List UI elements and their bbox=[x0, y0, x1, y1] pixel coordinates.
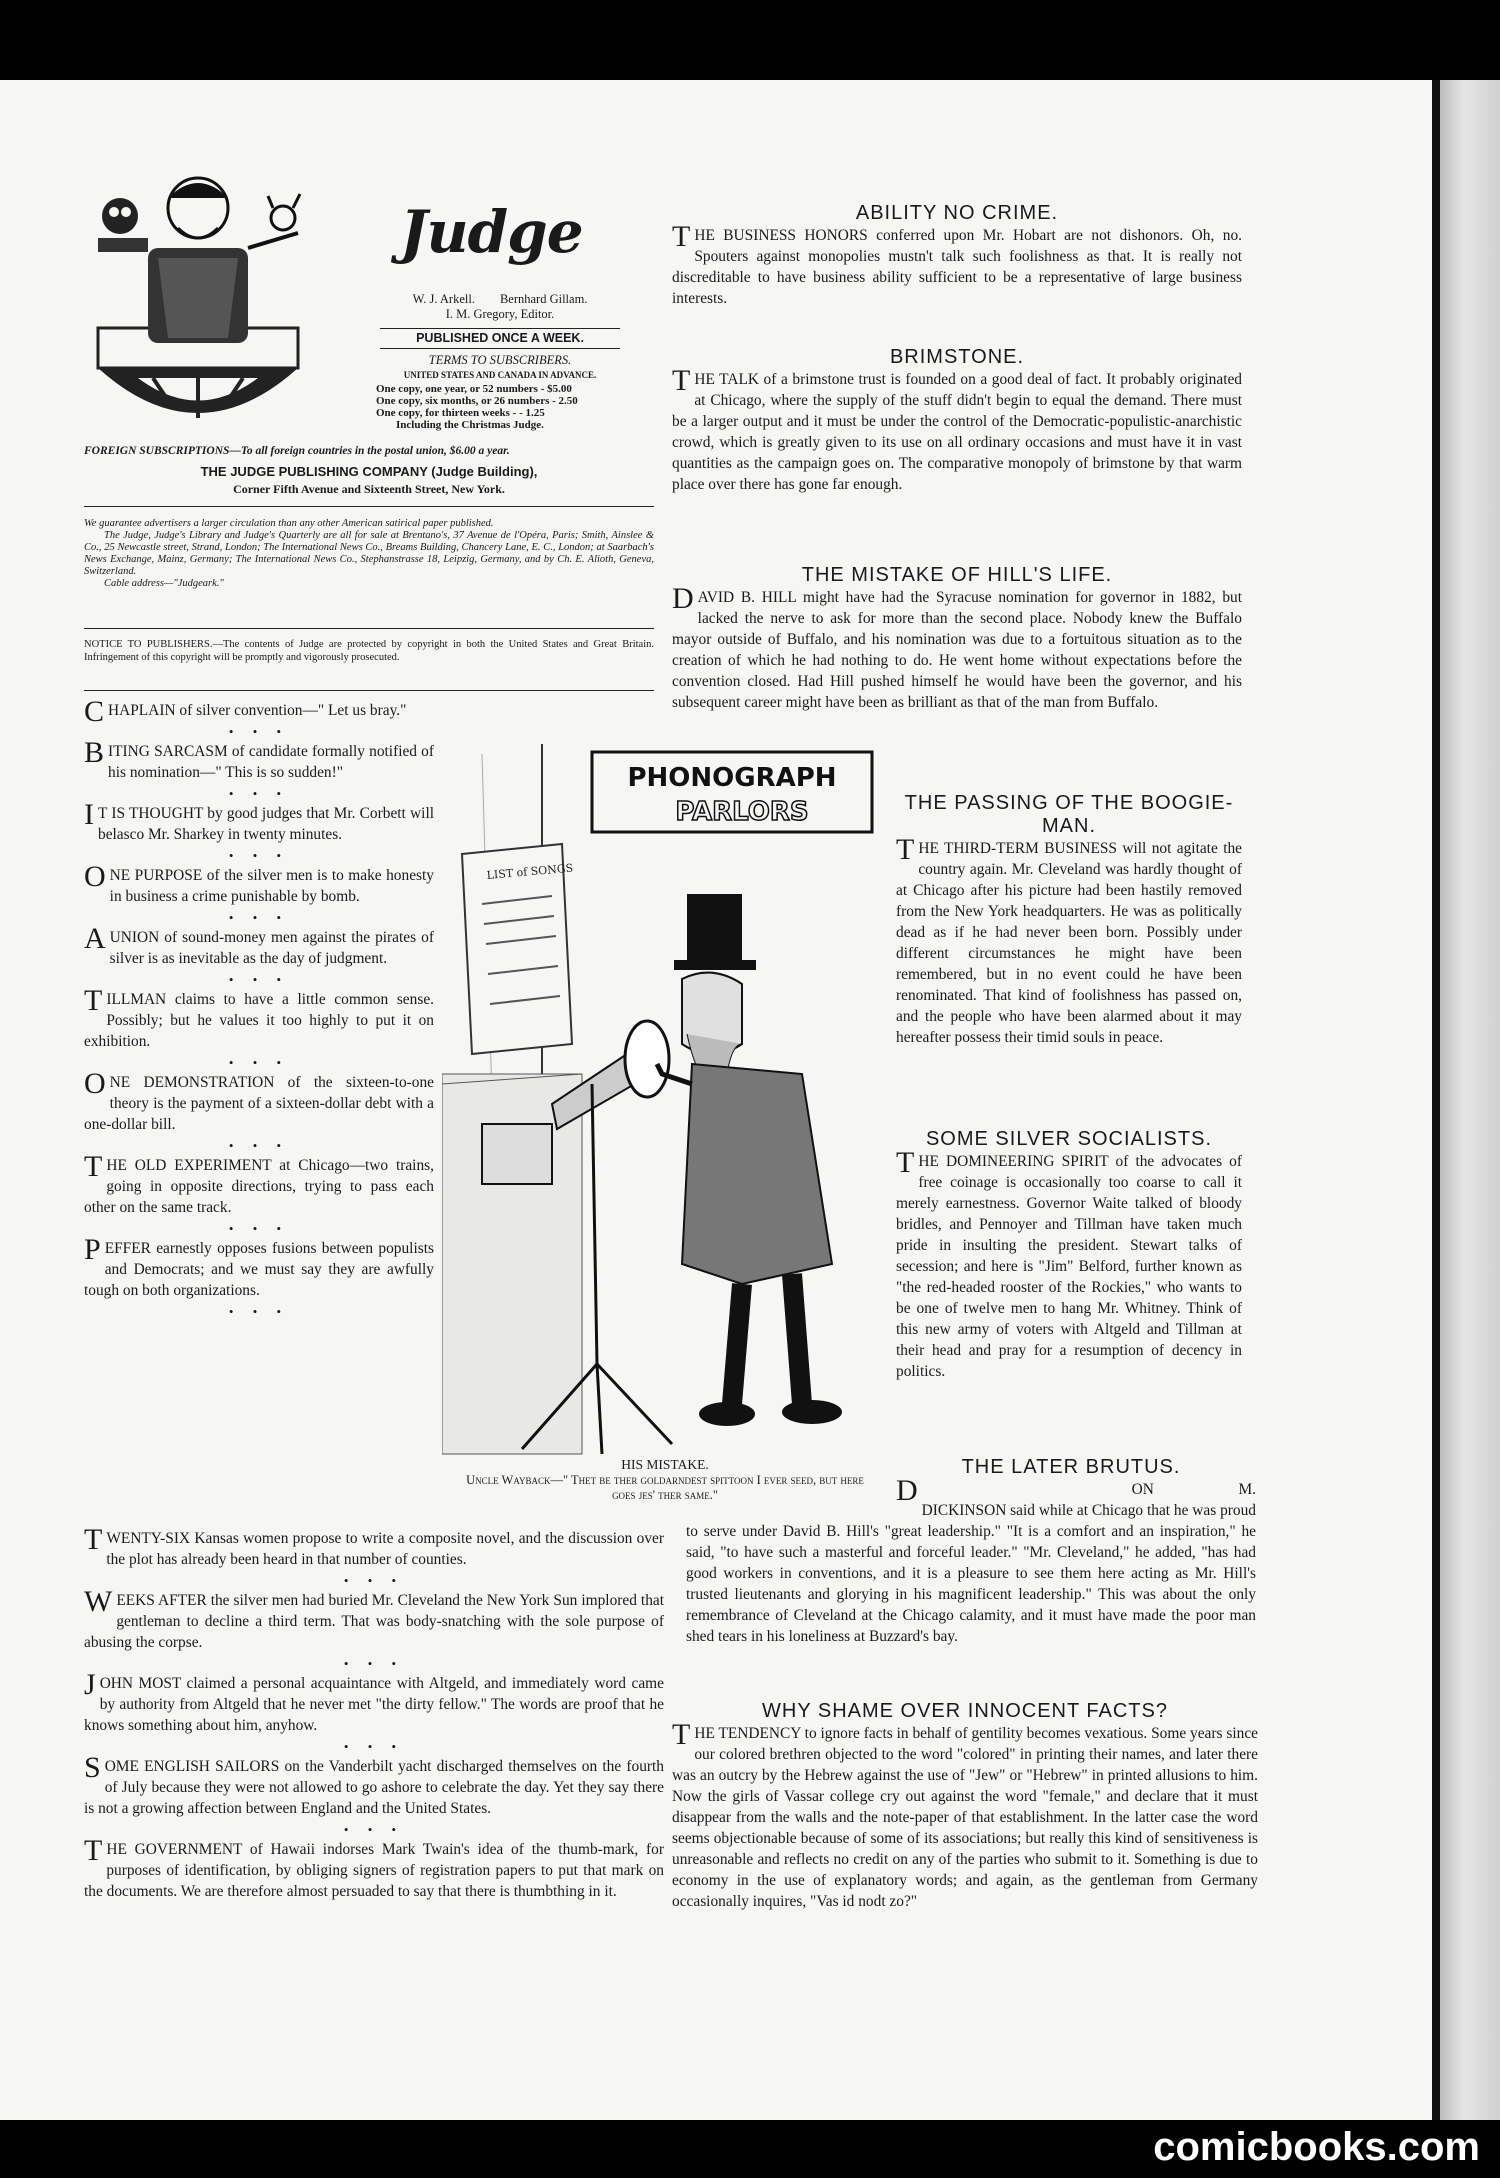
article-why-shame-over-innocent-facts bbox=[672, 1700, 1258, 1912]
squib-text: T IS THOUGHT by good judges that Mr. Corbett will belasco Mr. Sharkey in twenty minutes. bbox=[98, 805, 434, 843]
separator-dots: • • • bbox=[228, 1304, 290, 1319]
article-text: ON M. DICKINSON said while at Chicago that he was proud to serve under David B. Hill's "great leadership." "It is a comfort and an inspiration," he said, "to have such a masterful and forceful leader." "Mr. Cleveland," he added, "has had good workers in conventions, and it is a pleasure to see them here acting as Mr. Hill's trusted lieutenants and glorying in his magnificent leadership." This was about the only remembrance of Cleveland at the Chicago calamity, and it must have made the poor man shed tears in his loneliness at Buzzard's bay. bbox=[686, 1481, 1256, 1645]
separator-dots: • • • bbox=[228, 910, 290, 925]
drop-cap: D bbox=[672, 582, 694, 615]
squib-text: EFFER earnestly opposes fusions between populists and Democrats; and we must say they are awfully tough on both organizations. bbox=[84, 1240, 434, 1299]
squib-text: ILLMAN claims to have a little common sense. Possibly; but he values it too highly to put it on exhibition. bbox=[84, 991, 434, 1050]
list-of-songs-title: LIST of SONGS bbox=[486, 861, 574, 882]
notice-to-publishers: NOTICE TO PUBLISHERS.—The contents of Judge are protected by copyright in both the United States and Great Britain. Infringement of this copyright will be promptly and vigorously prosecuted. bbox=[84, 639, 654, 663]
article-body bbox=[896, 1146, 1242, 1382]
cable-address: Cable address—"Judgeark." bbox=[104, 578, 224, 589]
article-title: SOME SILVER SOCIALISTS. bbox=[925, 1128, 1213, 1150]
article-ability-no-crime bbox=[672, 202, 1242, 309]
squib-text: HAPLAIN of silver convention—" Let us bray." bbox=[108, 702, 407, 719]
squib-paragraph bbox=[84, 1067, 434, 1135]
rate-christmas-note: Including the Christmas Judge. bbox=[396, 419, 544, 431]
published-once-a-week: PUBLISHED ONCE A WEEK. bbox=[416, 331, 584, 345]
drop-cap: D bbox=[896, 1474, 918, 1507]
separator-dots: • • • bbox=[228, 848, 290, 863]
drop-cap: B bbox=[84, 736, 105, 769]
drop-cap: O bbox=[84, 860, 106, 893]
drop-cap: J bbox=[84, 1668, 96, 1701]
separator-dots: • • • bbox=[228, 1055, 290, 1070]
article-body bbox=[686, 1474, 1256, 1647]
drop-cap: P bbox=[84, 1233, 101, 1266]
squib-paragraph bbox=[84, 1668, 664, 1736]
advance-line: UNITED STATES AND CANADA IN ADVANCE. bbox=[403, 370, 597, 380]
squib-paragraph bbox=[84, 695, 434, 728]
drop-cap: O bbox=[84, 1067, 106, 1100]
masthead-rule bbox=[84, 506, 654, 507]
article-text: HE TENDENCY to ignore facts in behalf of gentility becomes vexatious. Some years since our colored brethren objected to the word "colored" in printing their names, and later there was an outcry by the Hebrew against the use of "Jew" or "Hebrew" in printed allusions to him. Now the girls of Vassar college cry out against the word "female," and declare that it must disappear from the walls and the note-paper of that establishment. In the latter case the word seems objectionable because of some of its associations; but really this kind of sensitiveness is unreasonable and reflects no credit on any of the parties who submit to it. Something is due to economy in the use of explanatory words; and again, as the gentleman from Germany occasionally inquires, "Vas id nodt zo?" bbox=[672, 1725, 1258, 1910]
staff-line-1: W. J. Arkell. Bernhard Gillam. bbox=[412, 292, 588, 306]
squib-paragraph bbox=[84, 798, 434, 845]
squib-text: NE DEMONSTRATION of the sixteen-to-one theory is the payment of a sixteen-dollar debt with a one-dollar bill. bbox=[84, 1074, 434, 1133]
separator-dots: • • • bbox=[343, 1739, 405, 1754]
drop-cap: I bbox=[84, 798, 94, 831]
drop-cap: T bbox=[84, 984, 103, 1017]
article-title: THE MISTAKE OF HILL'S LIFE. bbox=[801, 564, 1113, 586]
squib-paragraph bbox=[84, 922, 434, 969]
drop-cap: C bbox=[84, 695, 105, 728]
squib-paragraph bbox=[84, 1523, 664, 1570]
article-text: HE TALK of a brimstone trust is founded on a good deal of fact. It probably originated at Chicago, where the supply of the stuff didn't begin to equal the demand. There must be a larger output and it must be under the control of the Democratic-populistic-anarchistic crowd, which is greatly given to its use on all ordinary occasions and must have it in vast quantities as the campaign goes on. The comparative monopoly of brimstone by that warm place over there has gone far enough. bbox=[672, 371, 1242, 493]
article-passing-of-boogie-man bbox=[896, 792, 1242, 1048]
article-text: HE DOMINEERING SPIRIT of the advocates of free coinage is occasionally too coarse to call it merely earnestness. Governor Waite talked of bloody bridles, and Pennoyer and Tillman have taken much pride in insulting the president. Stewart talks of secession; and here is "Jim" Belford, further known as "the red-headed rooster of the Rockies," who wants to be one of twelve men to hang Mr. Whitney. Think of this new army of voters with Altgeld and Tillman at their head and pray for a resumption of decency in politics. bbox=[896, 1153, 1242, 1380]
squib-text: NE PURPOSE of the silver men is to make honesty in business a crime punishable by bomb. bbox=[109, 867, 434, 905]
guarantee-note: We guarantee advertisers a larger circulation than any other American satirical paper published. bbox=[84, 518, 494, 529]
terms-heading: TERMS TO SUBSCRIBERS. bbox=[428, 353, 572, 367]
masthead-staff bbox=[340, 292, 660, 431]
squib-paragraph bbox=[84, 1751, 664, 1819]
article-body bbox=[672, 364, 1242, 495]
separator-dots: • • • bbox=[228, 1138, 290, 1153]
rate-six-months: One copy, six months, or 26 numbers - 2.50 bbox=[376, 395, 578, 407]
squib-text: UNION of sound-money men against the pirates of silver is as inevitable as the day of judgment. bbox=[109, 929, 434, 967]
foreign-subscriptions: FOREIGN SUBSCRIPTIONS—To all foreign countries in the postal union, $6.00 a year. bbox=[84, 445, 510, 457]
article-some-silver-socialists bbox=[896, 1128, 1242, 1382]
article-body bbox=[896, 833, 1242, 1048]
advertiser-notes bbox=[84, 518, 654, 590]
drop-cap: T bbox=[84, 1523, 103, 1556]
caption-title: HIS MISTAKE. bbox=[621, 1457, 709, 1472]
squib-paragraph bbox=[84, 984, 434, 1052]
article-text: HE BUSINESS HONORS conferred upon Mr. Hobart are not dishonors. Oh, no. Spouters against monopolies mustn't talk such foolishness as that. It is really not discreditable to have business ability sufficient to be a representative of large business interests. bbox=[672, 227, 1242, 307]
squib-paragraph bbox=[84, 860, 434, 907]
drop-cap: T bbox=[672, 1718, 691, 1751]
drop-cap: T bbox=[84, 1150, 103, 1183]
article-brimstone bbox=[672, 346, 1242, 495]
sign-parlors: PARLORS bbox=[675, 797, 809, 827]
article-title: THE PASSING OF THE BOOGIE-MAN. bbox=[904, 792, 1234, 837]
facing-page-edge bbox=[1440, 80, 1500, 2120]
squib-text: EEKS AFTER the silver men had buried Mr. Cleveland the New York Sun implored that gentleman to decline a third term. That was body-snatching with the sole purpose of abusing the corpse. bbox=[84, 1592, 664, 1651]
drop-cap: S bbox=[84, 1751, 101, 1784]
left-column bbox=[84, 695, 434, 1321]
site-watermark: comicbooks.com bbox=[1153, 2125, 1480, 2169]
page-spine bbox=[1432, 80, 1440, 2120]
caption-text: Uncle Wayback—" Thet be ther goldarndest spittoon I ever seed, but here goes jes' ther same." bbox=[466, 1473, 864, 1502]
article-text: HE THIRD-TERM BUSINESS will not agitate the country again. Mr. Cleveland was hardly thought of at Chicago after his picture had been hastily removed from the New York headquarters. He was as politically dead as if he had never been born. Possibly under different circumstances he might have been remembered, but in no event could he have been renominated. That kind of foolishness has passed on, and the people who have been alarmed about it may hereafter possess their timid souls in peace. bbox=[896, 840, 1242, 1046]
drop-cap: T bbox=[896, 1146, 915, 1179]
rate-thirteen-weeks: One copy, for thirteen weeks - - 1.25 bbox=[376, 407, 545, 419]
notes-rule bbox=[84, 628, 654, 629]
drop-cap: A bbox=[84, 922, 106, 955]
staff-line-2: I. M. Gregory, Editor. bbox=[445, 307, 555, 321]
article-text: AVID B. HILL might have had the Syracuse nomination for governor in 1882, but lacked the nerve to ask for more than the second place. Nobody knew the Buffalo mayor outside of Buffalo, and his nomination was due to a fortuitous situation as to the creation of which he had nothing to do. He went home without expectations before the convention closed. Had Hill pushed himself he would have been the governor, and his subsequent career might have been as brilliant as that of the man from Buffalo. bbox=[672, 589, 1242, 711]
drop-cap: T bbox=[672, 364, 691, 397]
squib-paragraph bbox=[84, 736, 434, 783]
article-title: WHY SHAME OVER INNOCENT FACTS? bbox=[762, 1700, 1168, 1722]
judge-logo: Judge bbox=[400, 198, 583, 266]
squib-text: OHN MOST claimed a personal acquaintance with Altgeld, and immediately word came by authority from Altgeld that he never met "the dirty fellow." The words are proof that he knows something about him, anyhow. bbox=[84, 1675, 664, 1734]
separator-dots: • • • bbox=[343, 1656, 405, 1671]
separator-dots: • • • bbox=[343, 1573, 405, 1588]
separator-dots: • • • bbox=[343, 1822, 405, 1837]
uncle-wayback-figure bbox=[657, 894, 842, 1426]
masthead-judge-illustration bbox=[78, 128, 318, 438]
drop-cap: T bbox=[84, 1834, 103, 1867]
separator-dots: • • • bbox=[228, 786, 290, 801]
separator-dots: • • • bbox=[228, 724, 290, 739]
article-body bbox=[672, 582, 1242, 713]
squib-paragraph bbox=[84, 1585, 664, 1653]
article-body bbox=[672, 1718, 1258, 1912]
drop-cap: W bbox=[84, 1585, 113, 1618]
squib-paragraph bbox=[84, 1834, 664, 1902]
separator-dots: • • • bbox=[228, 972, 290, 987]
article-body bbox=[672, 220, 1242, 309]
sign-phonograph: PHONOGRAPH bbox=[627, 763, 837, 793]
divider bbox=[380, 348, 620, 349]
drop-cap: T bbox=[672, 220, 691, 253]
article-later-brutus bbox=[686, 1456, 1256, 1647]
squib-text: OME ENGLISH SAILORS on the Vanderbilt yacht discharged themselves on the fourth of July because they were not allowed to go ashore to celebrate the day. Yet they say there is not a growing affection between England and the United States. bbox=[84, 1758, 664, 1817]
squib-text: HE OLD EXPERIMENT at Chicago—two trains, going in opposite directions, trying to pass each other on the same track. bbox=[84, 1157, 434, 1216]
company-address: Corner Fifth Avenue and Sixteenth Street, New York. bbox=[233, 482, 505, 496]
drop-cap: T bbox=[896, 833, 915, 866]
squib-text: WENTY-SIX Kansas women propose to write a composite novel, and the discussion over the plot has already been heard in that number of counties. bbox=[106, 1530, 664, 1568]
separator-dots: • • • bbox=[228, 1221, 290, 1236]
song-list-board bbox=[462, 844, 574, 1054]
squib-paragraph bbox=[84, 1150, 434, 1218]
article-mistake-of-hills-life bbox=[672, 564, 1242, 713]
squib-paragraph bbox=[84, 1233, 434, 1301]
squib-text: ITING SARCASM of candidate formally notified of his nomination—" This is so sudden!" bbox=[108, 743, 434, 781]
rate-one-year: One copy, one year, or 52 numbers - $5.00 bbox=[376, 383, 572, 395]
publishing-company: THE JUDGE PUBLISHING COMPANY (Judge Building), bbox=[200, 464, 538, 479]
article-title: ABILITY NO CRIME. bbox=[855, 202, 1059, 224]
library-note: The Judge, Judge's Library and Judge's Quarterly are all for sale at Brentano's, 37 Avenue de l'Opéra, Paris; Smith, Ainslee & Co., 25 Newcastle street, Strand, London; The International News Co., Breams Building, Chancery Lane, E. C., London; at Saarbach's News Exchange, Mainz, Germany; The International News Co., Stephanstrasse 18, Leipzig, Germany, and by Ch. E. Alioth, Geneva, Switzerland. bbox=[84, 530, 654, 577]
divider bbox=[380, 328, 620, 329]
notice-rule bbox=[84, 690, 654, 691]
article-title: THE LATER BRUTUS. bbox=[961, 1456, 1181, 1478]
squib-text: HE GOVERNMENT of Hawaii indorses Mark Twain's idea of the thumb-mark, for purposes of identification, by obliging signers of registration papers to put that mark on the documents. We are therefore almost persuaded to say that there is thumbthing in it. bbox=[84, 1841, 664, 1900]
article-title: BRIMSTONE. bbox=[889, 346, 1025, 368]
left-column-wide bbox=[84, 1523, 664, 1904]
phonograph-parlors-illustration bbox=[442, 744, 882, 1460]
